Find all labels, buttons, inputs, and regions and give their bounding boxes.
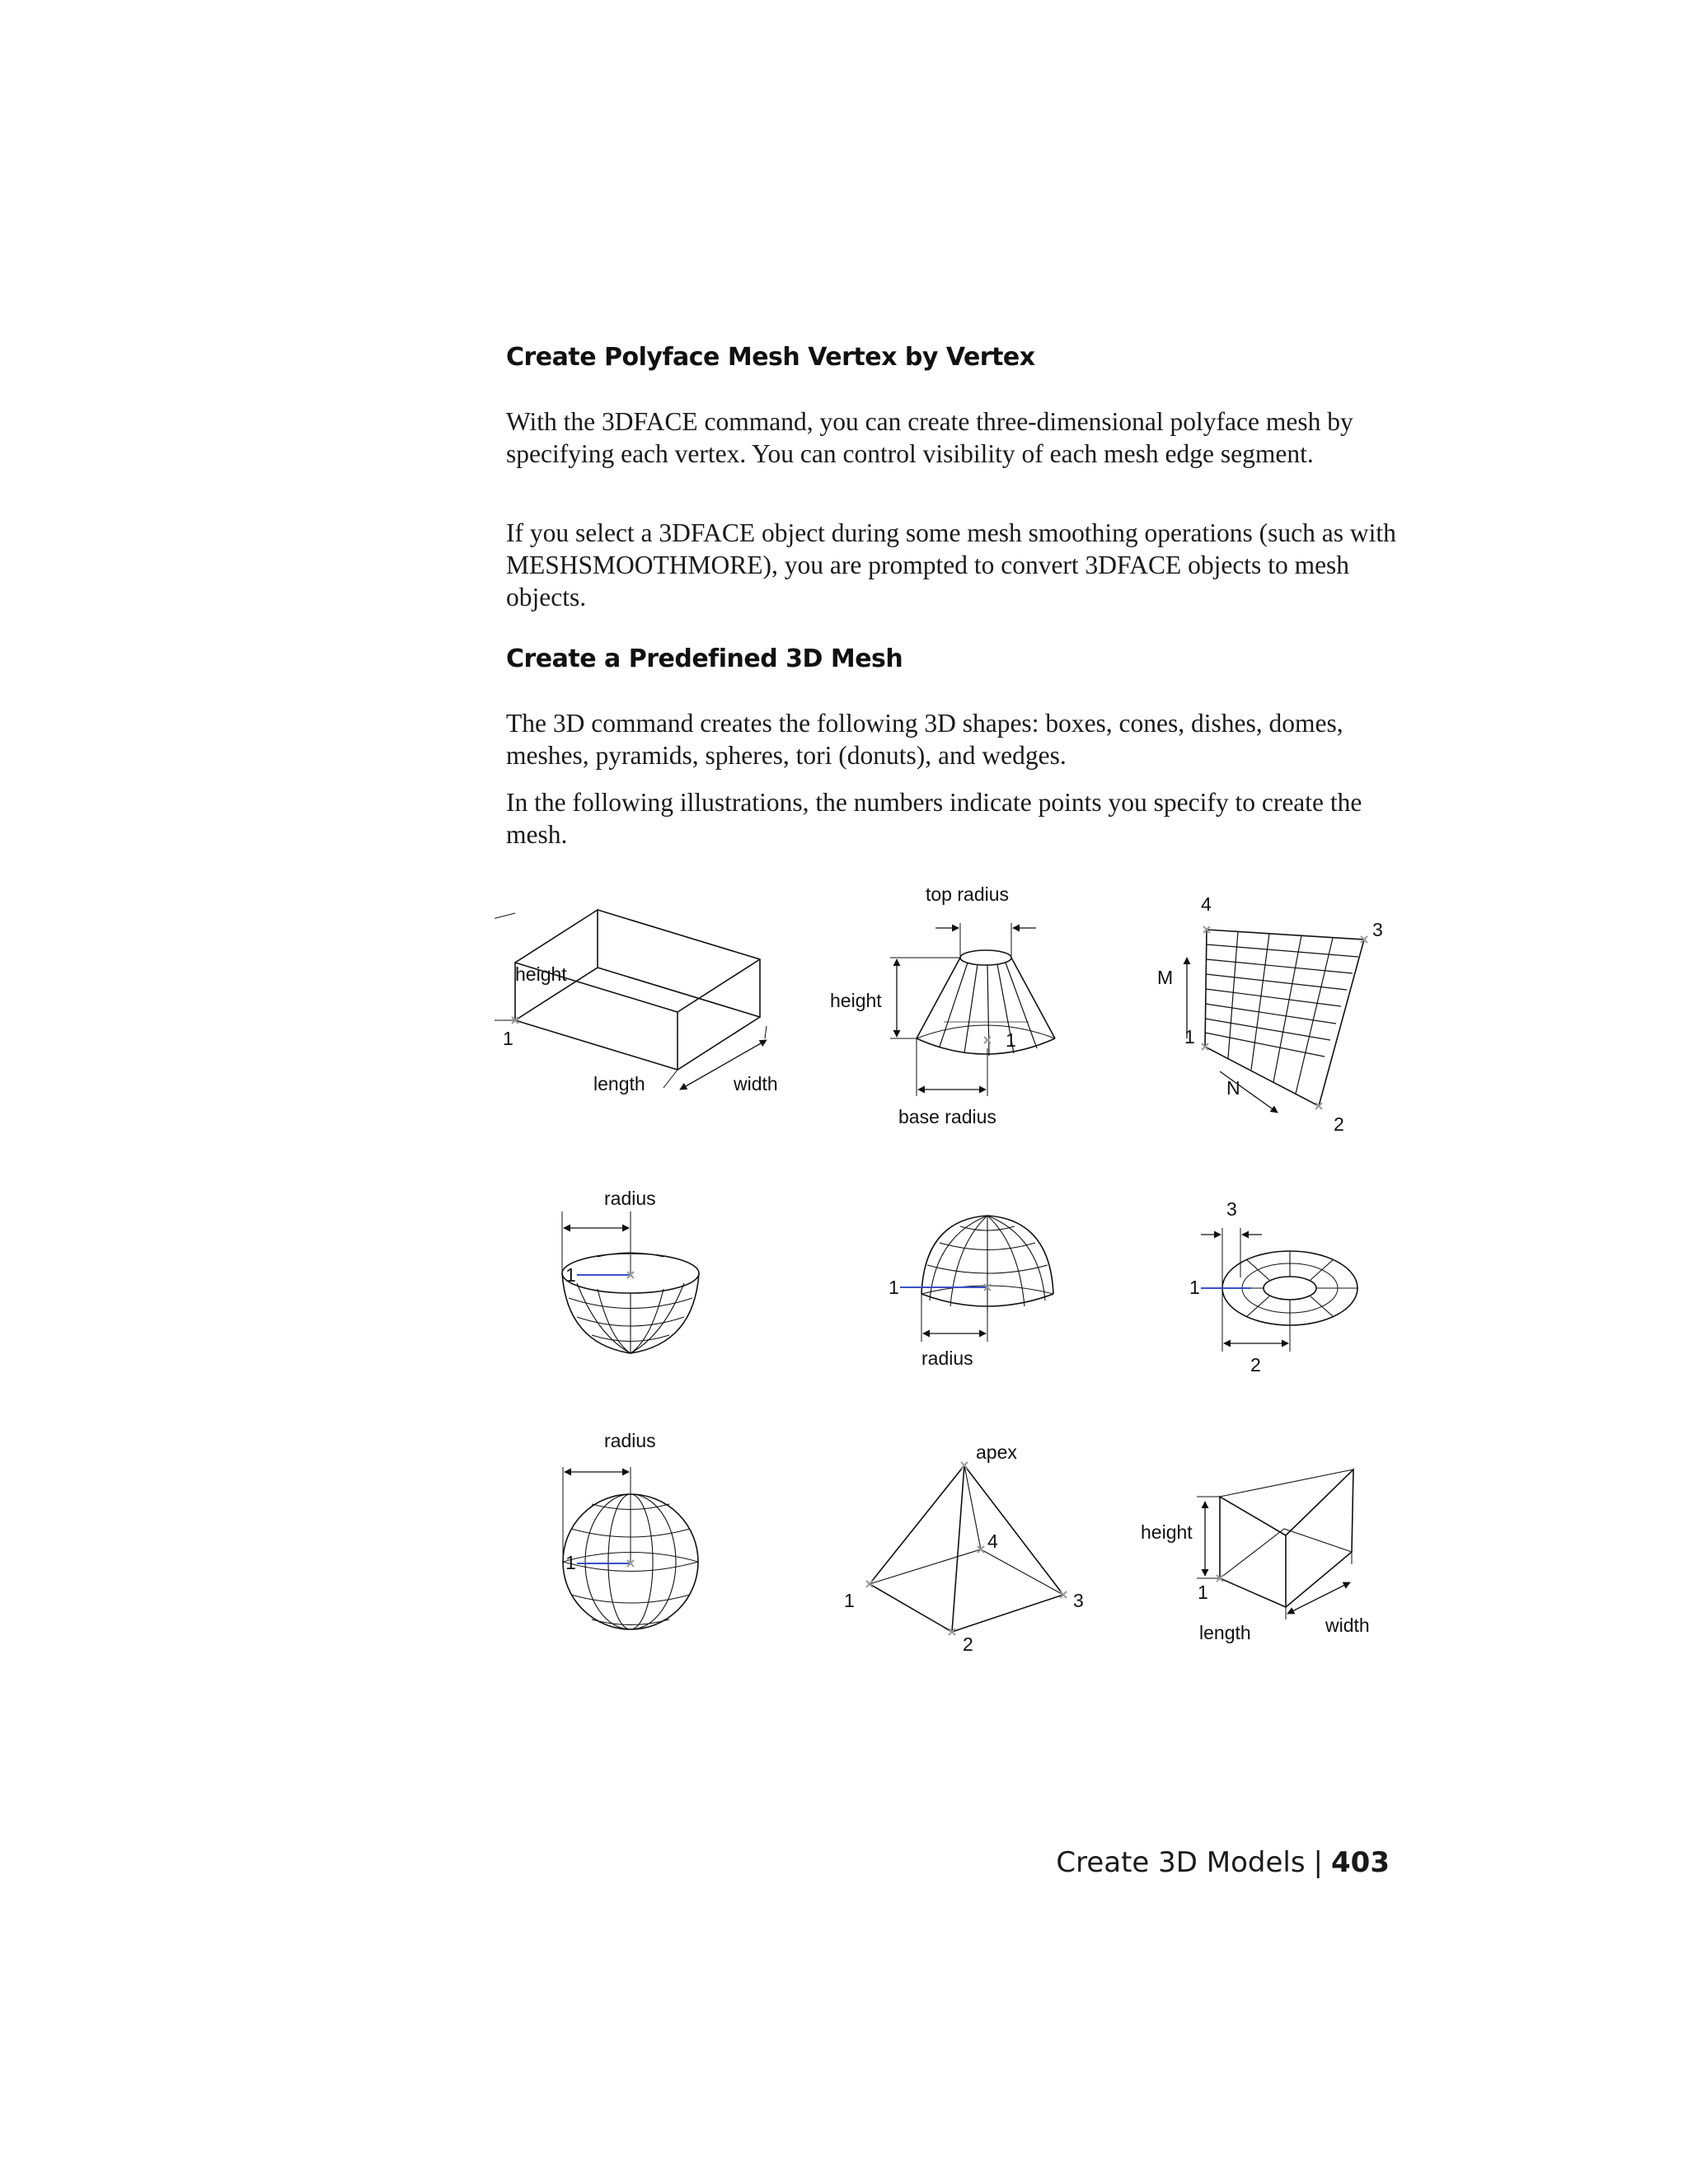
- dome-point-1: 1: [889, 1277, 899, 1298]
- mesh-point-3: 3: [1372, 919, 1383, 940]
- page-footer: [1056, 1846, 1390, 1879]
- pyramid-point-2: 2: [963, 1633, 973, 1655]
- predefined-mesh-illustrations: [495, 874, 1401, 1681]
- section-heading-predefined-mesh: Create a Predefined 3D Mesh: [506, 644, 903, 673]
- footer-separator: |: [1313, 1846, 1324, 1879]
- sphere-radius-label: radius: [604, 1430, 656, 1451]
- dome-drawing: [921, 1216, 1053, 1342]
- box-height-label: height: [515, 963, 567, 985]
- sphere-drawing: [563, 1467, 698, 1629]
- pyramid-point-3: 3: [1073, 1590, 1084, 1611]
- torus-point-2: 2: [1250, 1354, 1261, 1376]
- mesh-drawing: [1187, 930, 1364, 1113]
- mesh-point-4: 4: [1201, 893, 1212, 915]
- box-point-1: 1: [503, 1028, 513, 1049]
- mesh-point-1: 1: [1184, 1026, 1195, 1047]
- dish-radius-label: radius: [604, 1188, 656, 1209]
- pyramid-point-1: 1: [844, 1590, 855, 1611]
- mesh-point-2: 2: [1334, 1113, 1344, 1135]
- point-leader-lines: [577, 1275, 1251, 1563]
- box-length-label: length: [593, 1073, 645, 1094]
- pyramid-apex-label: apex: [976, 1441, 1017, 1463]
- wedge-point-1: 1: [1198, 1582, 1208, 1603]
- dish-drawing: [562, 1212, 699, 1353]
- footer-chapter-title: Create 3D Models: [1056, 1846, 1306, 1879]
- pyramid-drawing: [870, 1465, 1063, 1632]
- dish-point-1: 1: [565, 1264, 576, 1286]
- sphere-point-1: 1: [565, 1552, 576, 1573]
- paragraph-3dface-intro: With the 3DFACE command, you can create three-dimensional polyface mesh by specifying each vertex. You can control visibility of each mesh edge segment.: [506, 407, 1353, 468]
- torus-point-1: 1: [1189, 1277, 1200, 1298]
- box-drawing: [495, 910, 767, 1090]
- wedge-width-label: width: [1325, 1615, 1370, 1636]
- box-width-label: width: [734, 1073, 778, 1094]
- wedge-drawing: [1197, 1469, 1353, 1619]
- pyramid-point-4: 4: [987, 1530, 998, 1552]
- paragraph-illustration-note: In the following illustrations, the numbers indicate points you specify to create the mesh.: [506, 788, 1362, 849]
- cone-drawing: [890, 923, 1055, 1096]
- section-heading-polyface: Create Polyface Mesh Vertex by Vertex: [506, 343, 1035, 372]
- torus-drawing: [1201, 1228, 1357, 1352]
- point-markers: [512, 926, 1367, 1635]
- wedge-height-label: height: [1141, 1521, 1193, 1543]
- cone-top-radius-label: top radius: [926, 883, 1010, 905]
- paragraph-3d-command-shapes: The 3D command creates the following 3D shapes: boxes, cones, dishes, domes, meshes, pyramids, spheres, tori (donuts), and wedges.: [506, 709, 1343, 770]
- cone-base-radius-label: base radius: [898, 1106, 996, 1127]
- mesh-m-label: M: [1157, 967, 1174, 988]
- torus-point-3: 3: [1226, 1198, 1237, 1220]
- cone-height-label: height: [830, 990, 882, 1011]
- dome-radius-label: radius: [921, 1347, 973, 1369]
- page-number: 403: [1331, 1846, 1390, 1879]
- paragraph-3dface-conversion: If you select a 3DFACE object during some mesh smoothing operations (such as with MESHSMOOTHMORE), you are prompted to convert 3DFACE objects to mesh objects.: [506, 518, 1396, 612]
- cone-point-1: 1: [1006, 1029, 1016, 1051]
- mesh-n-label: N: [1226, 1077, 1240, 1099]
- wedge-length-label: length: [1199, 1622, 1251, 1643]
